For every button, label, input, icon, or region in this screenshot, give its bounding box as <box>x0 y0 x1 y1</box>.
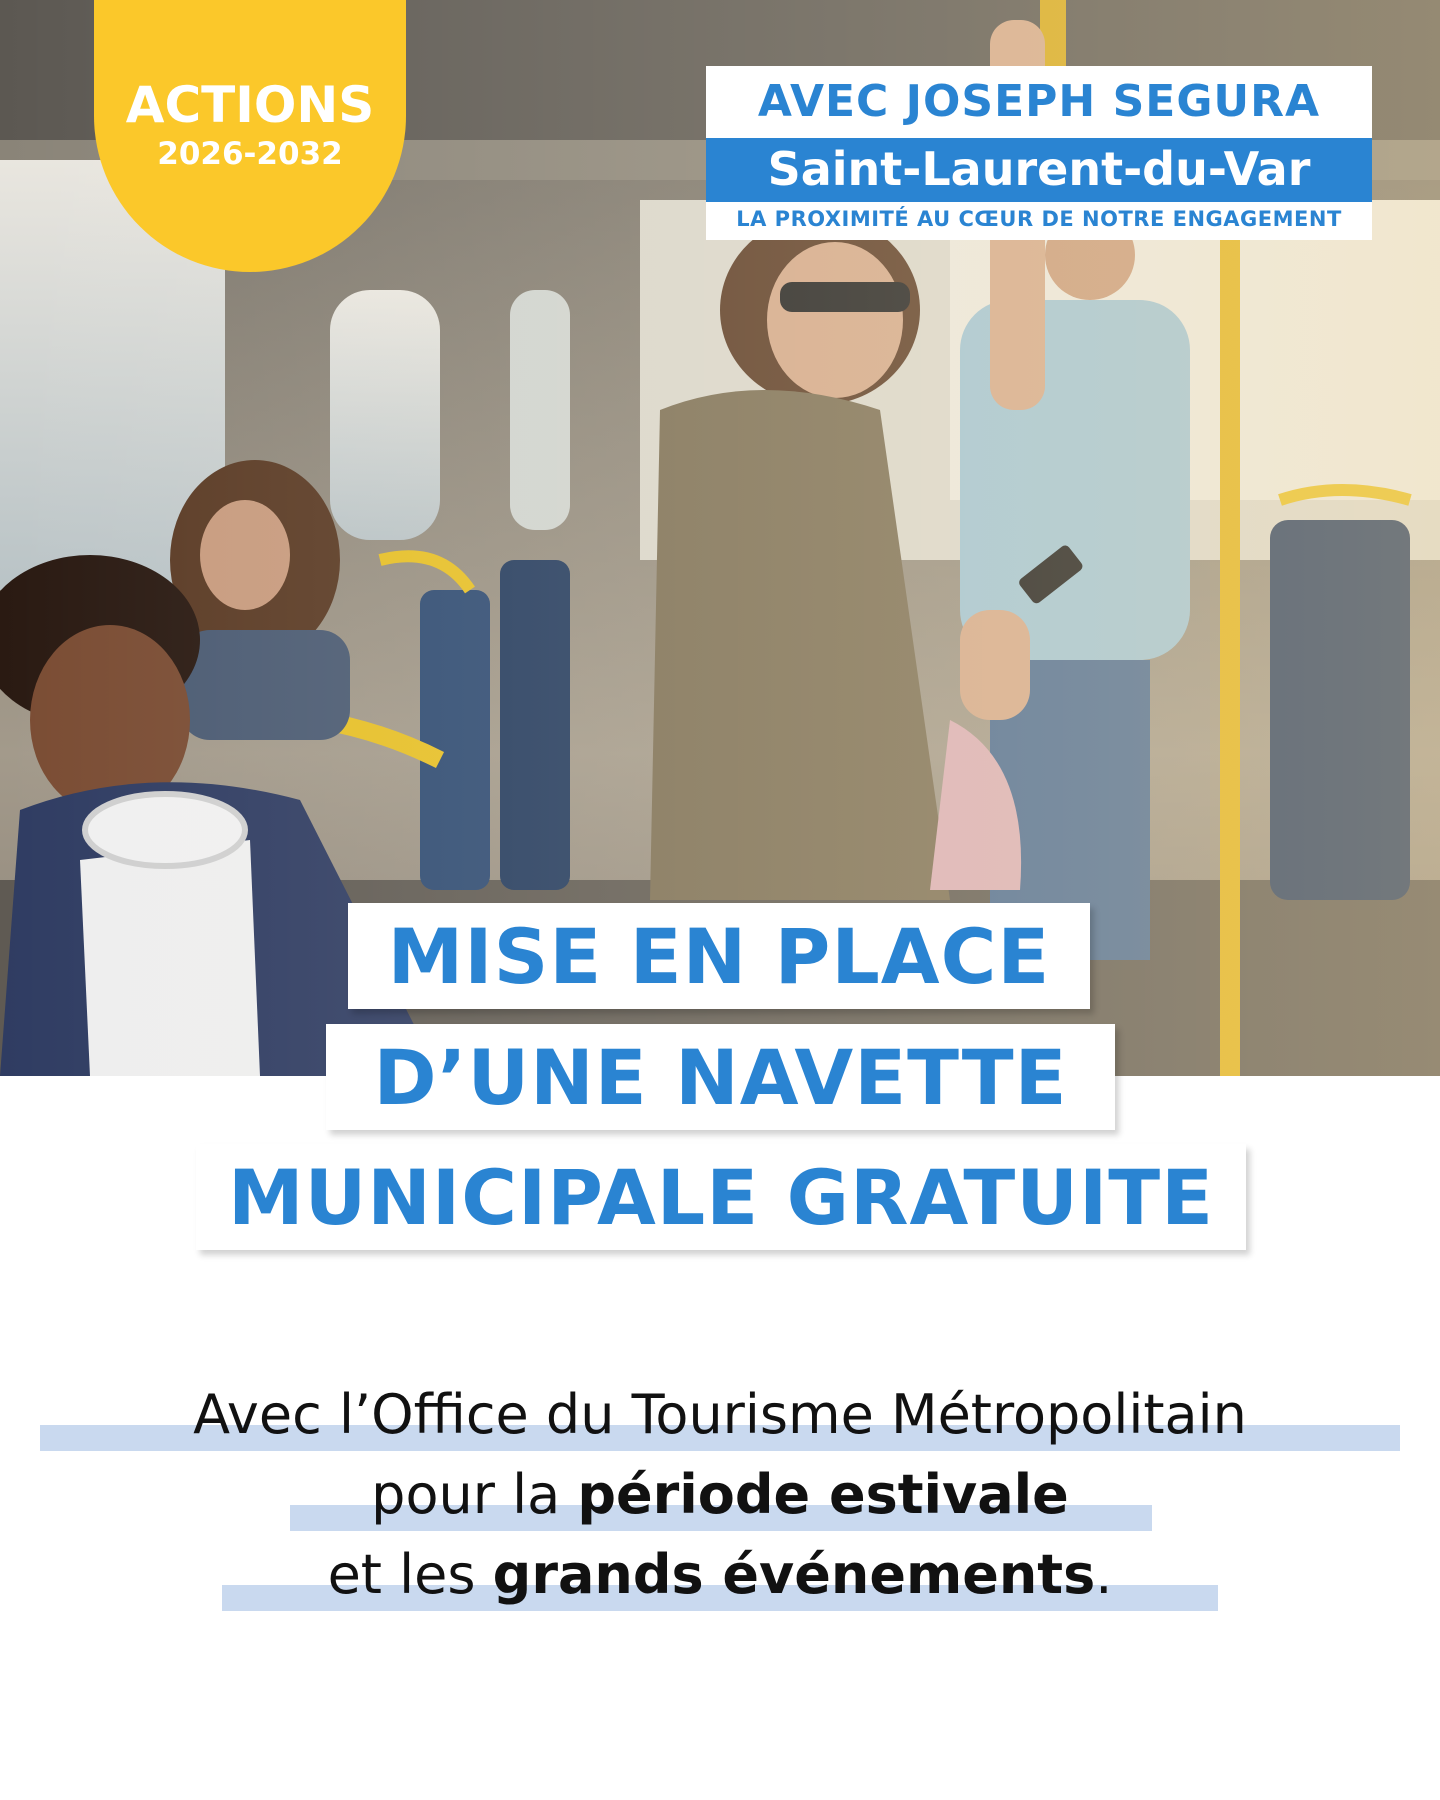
body-line-3 <box>0 1543 1440 1606</box>
body-line-3-prefix: et les <box>327 1543 493 1606</box>
headline-line-3: MUNICIPALE GRATUITE <box>196 1144 1246 1250</box>
body-line-1-text: Avec l’Office du Tourisme Métropolitain <box>193 1383 1247 1446</box>
badge-years: 2026-2032 <box>157 136 343 172</box>
city-name: Saint-Laurent-du-Var <box>767 142 1311 196</box>
body-line-3-suffix: . <box>1095 1543 1113 1606</box>
body-line-3-bold: grands événements <box>492 1543 1096 1606</box>
body-line-2-bold: période estivale <box>577 1463 1069 1526</box>
candidate-name: AVEC JOSEPH SEGURA <box>757 76 1321 127</box>
headline-line-2: D’UNE NAVETTE <box>326 1024 1115 1130</box>
body-line-2 <box>0 1463 1440 1526</box>
city-banner <box>706 138 1372 202</box>
body-line-1 <box>0 1383 1440 1446</box>
headline-line-1: MISE EN PLACE <box>348 903 1090 1009</box>
badge-title: ACTIONS <box>125 76 375 134</box>
campaign-tagline: LA PROXIMITÉ AU CŒUR DE NOTRE ENGAGEMENT <box>736 207 1342 231</box>
body-line-2-prefix: pour la <box>371 1463 578 1526</box>
campaign-header <box>706 66 1372 240</box>
